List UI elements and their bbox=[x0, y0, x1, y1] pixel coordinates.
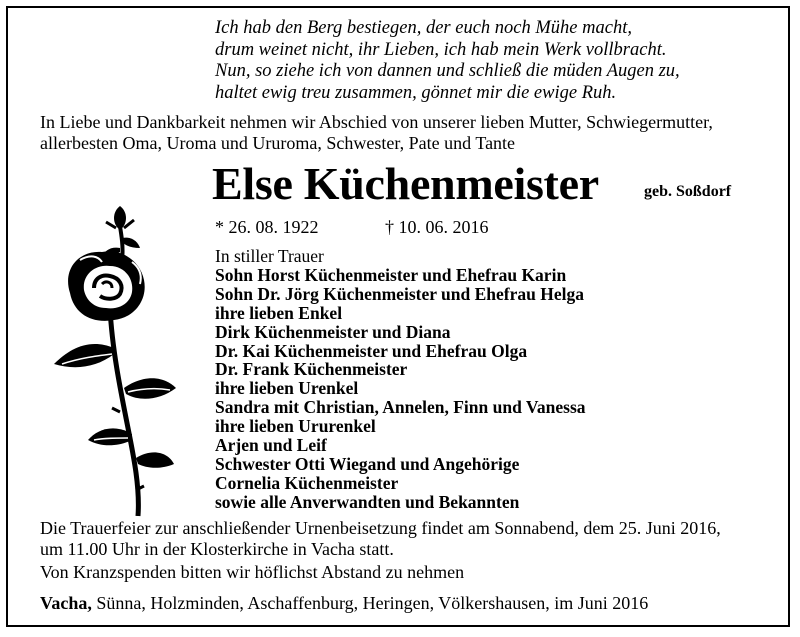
mourner-line: Sohn Horst Küchenmeister und Ehefrau Karin bbox=[215, 264, 567, 285]
intro-line: allerbesten Oma, Uroma und Ururoma, Schwester, Pate und Tante bbox=[40, 133, 516, 153]
funeral-line: um 11.00 Uhr in der Klosterkirche in Vacha statt. bbox=[40, 539, 394, 559]
wreath-note: Von Kranzspenden bitten wir höflichst Abstand zu nehmen bbox=[40, 562, 465, 582]
places-town: Vacha, bbox=[40, 593, 92, 613]
mourner-line: Cornelia Küchenmeister bbox=[215, 472, 399, 493]
poem-line: haltet ewig treu zusammen, gönnet mir die ewige Ruh. bbox=[215, 82, 617, 103]
mourner-line: Sandra mit Christian, Annelen, Finn und Vanessa bbox=[215, 397, 586, 418]
mourner-line: Dr. Frank Küchenmeister bbox=[215, 359, 408, 380]
mourner-line: ihre lieben Enkel bbox=[215, 302, 343, 323]
places-rest: Sünna, Holzminden, Aschaffenburg, Heringen, Völkershausen, im Juni 2016 bbox=[91, 593, 649, 613]
funeral-notice bbox=[40, 518, 721, 560]
mourner-line: Schwester Otti Wiegand und Angehörige bbox=[215, 453, 520, 474]
mourner-line: Dr. Kai Küchenmeister und Ehefrau Olga bbox=[215, 340, 528, 361]
birth-date: * 26. 08. 1922 bbox=[215, 217, 319, 237]
birth-name: geb. Soßdorf bbox=[644, 183, 732, 200]
poem-line: Nun, so ziehe ich von dannen und schließ die müden Augen zu, bbox=[215, 61, 680, 81]
mourners-heading: In stiller Trauer bbox=[215, 246, 324, 266]
intro-line: In Liebe und Dankbarkeit nehmen wir Abschied von unserer lieben Mutter, Schwiegermutter, bbox=[40, 112, 713, 132]
mourner-line: ihre lieben Ururenkel bbox=[215, 416, 376, 437]
mourner-line: Sohn Dr. Jörg Küchenmeister und Ehefrau Helga bbox=[215, 283, 584, 304]
life-dates bbox=[215, 217, 489, 238]
poem bbox=[215, 18, 680, 104]
funeral-line: Die Trauerfeier zur anschließender Urnenbeisetzung findet am Sonnabend, dem 25. Juni 2016, bbox=[40, 518, 721, 538]
poem-line: drum weinet nicht, ihr Lieben, ich hab mein Werk vollbracht. bbox=[215, 39, 667, 60]
mourners-list bbox=[215, 247, 586, 512]
places-line bbox=[40, 593, 648, 614]
rose-icon bbox=[40, 198, 180, 518]
mourner-line: Arjen und Leif bbox=[215, 435, 327, 456]
death-date: † 10. 06. 2016 bbox=[385, 217, 489, 237]
intro-text bbox=[40, 112, 713, 154]
deceased-name: Else Küchenmeister bbox=[212, 158, 599, 209]
mourner-line: ihre lieben Urenkel bbox=[215, 378, 359, 399]
mourner-line: sowie alle Anverwandten und Bekannten bbox=[215, 491, 520, 512]
poem-line: Ich hab den Berg bestiegen, der euch noch Mühe macht, bbox=[215, 18, 632, 38]
mourner-line: Dirk Küchenmeister und Diana bbox=[215, 321, 451, 342]
